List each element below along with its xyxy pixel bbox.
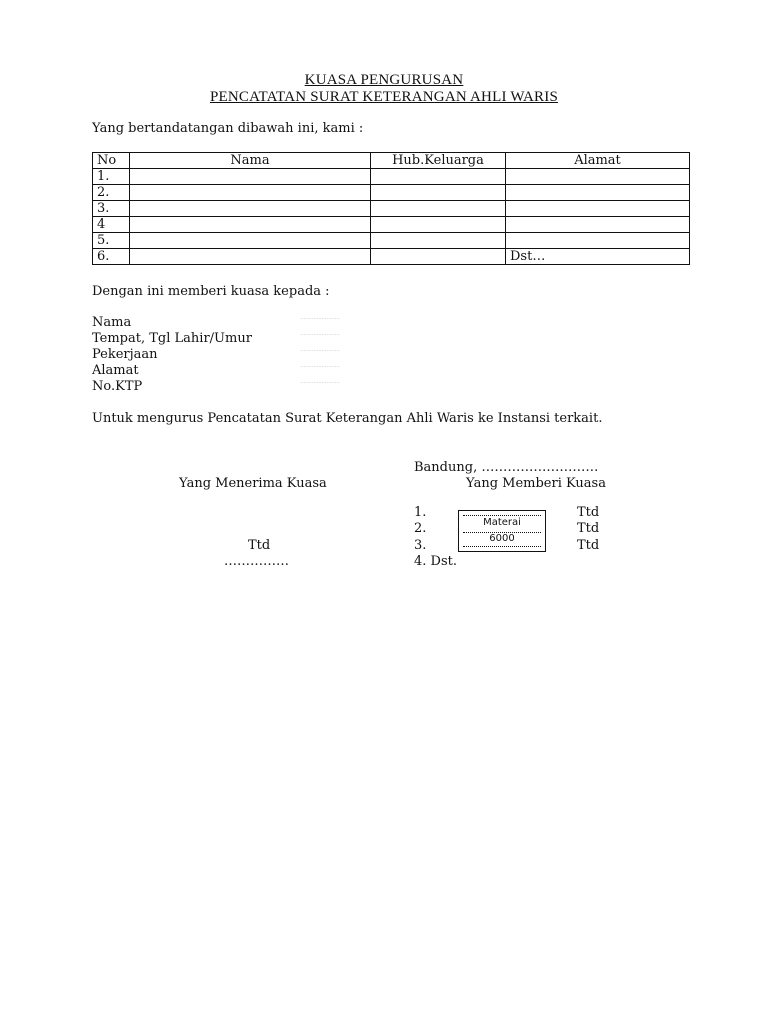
- field-value-nama: ……………………: [300, 315, 340, 321]
- field-label-nama: Nama: [92, 315, 132, 330]
- table-cell-nama: [130, 185, 371, 201]
- table-cell-hub: [371, 201, 506, 217]
- intro-text: Yang bertandatangan dibawah ini, kami :: [92, 121, 364, 136]
- stamp-value: 6000: [489, 533, 515, 544]
- giver-ttd-3: Ttd: [577, 538, 600, 553]
- purpose-text: Untuk mengurus Pencatatan Surat Keterangan Ahli Waris ke Instansi terkait.: [92, 411, 603, 426]
- grant-text: Dengan ini memberi kuasa kepada :: [92, 284, 330, 299]
- table-cell-no: 2.: [93, 185, 130, 201]
- receiver-heading: Yang Menerima Kuasa: [179, 476, 327, 491]
- table-cell-no: 4: [93, 217, 130, 233]
- table-cell-nama: [130, 217, 371, 233]
- table-cell-no: 5.: [93, 233, 130, 249]
- field-label-no-ktp: No.KTP: [92, 379, 143, 394]
- table-cell-alamat: [506, 217, 690, 233]
- giver-heading: Yang Memberi Kuasa: [466, 476, 606, 491]
- giver-number-3: 3.: [414, 538, 427, 553]
- table-header-alamat: Alamat: [506, 153, 690, 169]
- table-cell-alamat: [506, 201, 690, 217]
- table-cell-alamat: [506, 185, 690, 201]
- field-value-alamat: ……………………: [300, 363, 340, 369]
- table-cell-hub: [371, 185, 506, 201]
- table-cell-alamat: [506, 233, 690, 249]
- field-value-tempat-tgl-lahir: ……………………: [300, 331, 340, 337]
- table-row: [93, 249, 690, 265]
- document-title: KUASA PENGURUSAN: [304, 72, 464, 88]
- table-row: [93, 185, 690, 201]
- field-label-tempat-tgl-lahir: Tempat, Tgl Lahir/Umur: [92, 331, 252, 346]
- table-row: [93, 169, 690, 185]
- table-header-hub-keluarga: Hub.Keluarga: [371, 153, 506, 169]
- field-value-pekerjaan: ……………………: [300, 347, 340, 353]
- giver-number-1: 1.: [414, 505, 427, 520]
- giver-number-2: 2.: [414, 521, 427, 536]
- table-header-row: [93, 153, 690, 169]
- table-header-no: No: [93, 153, 130, 169]
- giver-ttd-2: Ttd: [577, 521, 600, 536]
- table-row: [93, 201, 690, 217]
- field-label-pekerjaan: Pekerjaan: [92, 347, 158, 362]
- table-row: [93, 217, 690, 233]
- heirs-table: [92, 152, 690, 265]
- receiver-sign: Ttd: [248, 538, 271, 553]
- place-date: Bandung, ………………………: [414, 460, 599, 475]
- field-label-alamat: Alamat: [92, 363, 139, 378]
- table-cell-nama: [130, 233, 371, 249]
- table-row: [93, 233, 690, 249]
- giver-number-4: 4. Dst.: [414, 554, 457, 569]
- table-cell-alamat: [506, 169, 690, 185]
- table-cell-nama: [130, 201, 371, 217]
- table-cell-hub: [371, 169, 506, 185]
- table-cell-alamat: Dst…: [506, 249, 690, 265]
- table-cell-nama: [130, 249, 371, 265]
- document-subtitle: PENCATATAN SURAT KETERANGAN AHLI WARIS: [210, 89, 558, 105]
- stamp-label: Materai: [483, 517, 521, 528]
- table-cell-no: 3.: [93, 201, 130, 217]
- table-cell-nama: [130, 169, 371, 185]
- table-header-nama: Nama: [130, 153, 371, 169]
- table-cell-hub: [371, 217, 506, 233]
- receiver-name: ……………: [224, 554, 289, 569]
- table-cell-hub: [371, 249, 506, 265]
- table-cell-hub: [371, 233, 506, 249]
- giver-ttd-1: Ttd: [577, 505, 600, 520]
- table-cell-no: 1.: [93, 169, 130, 185]
- materai-stamp: [458, 510, 546, 552]
- table-cell-no: 6.: [93, 249, 130, 265]
- field-value-no-ktp: ……………………: [300, 379, 340, 385]
